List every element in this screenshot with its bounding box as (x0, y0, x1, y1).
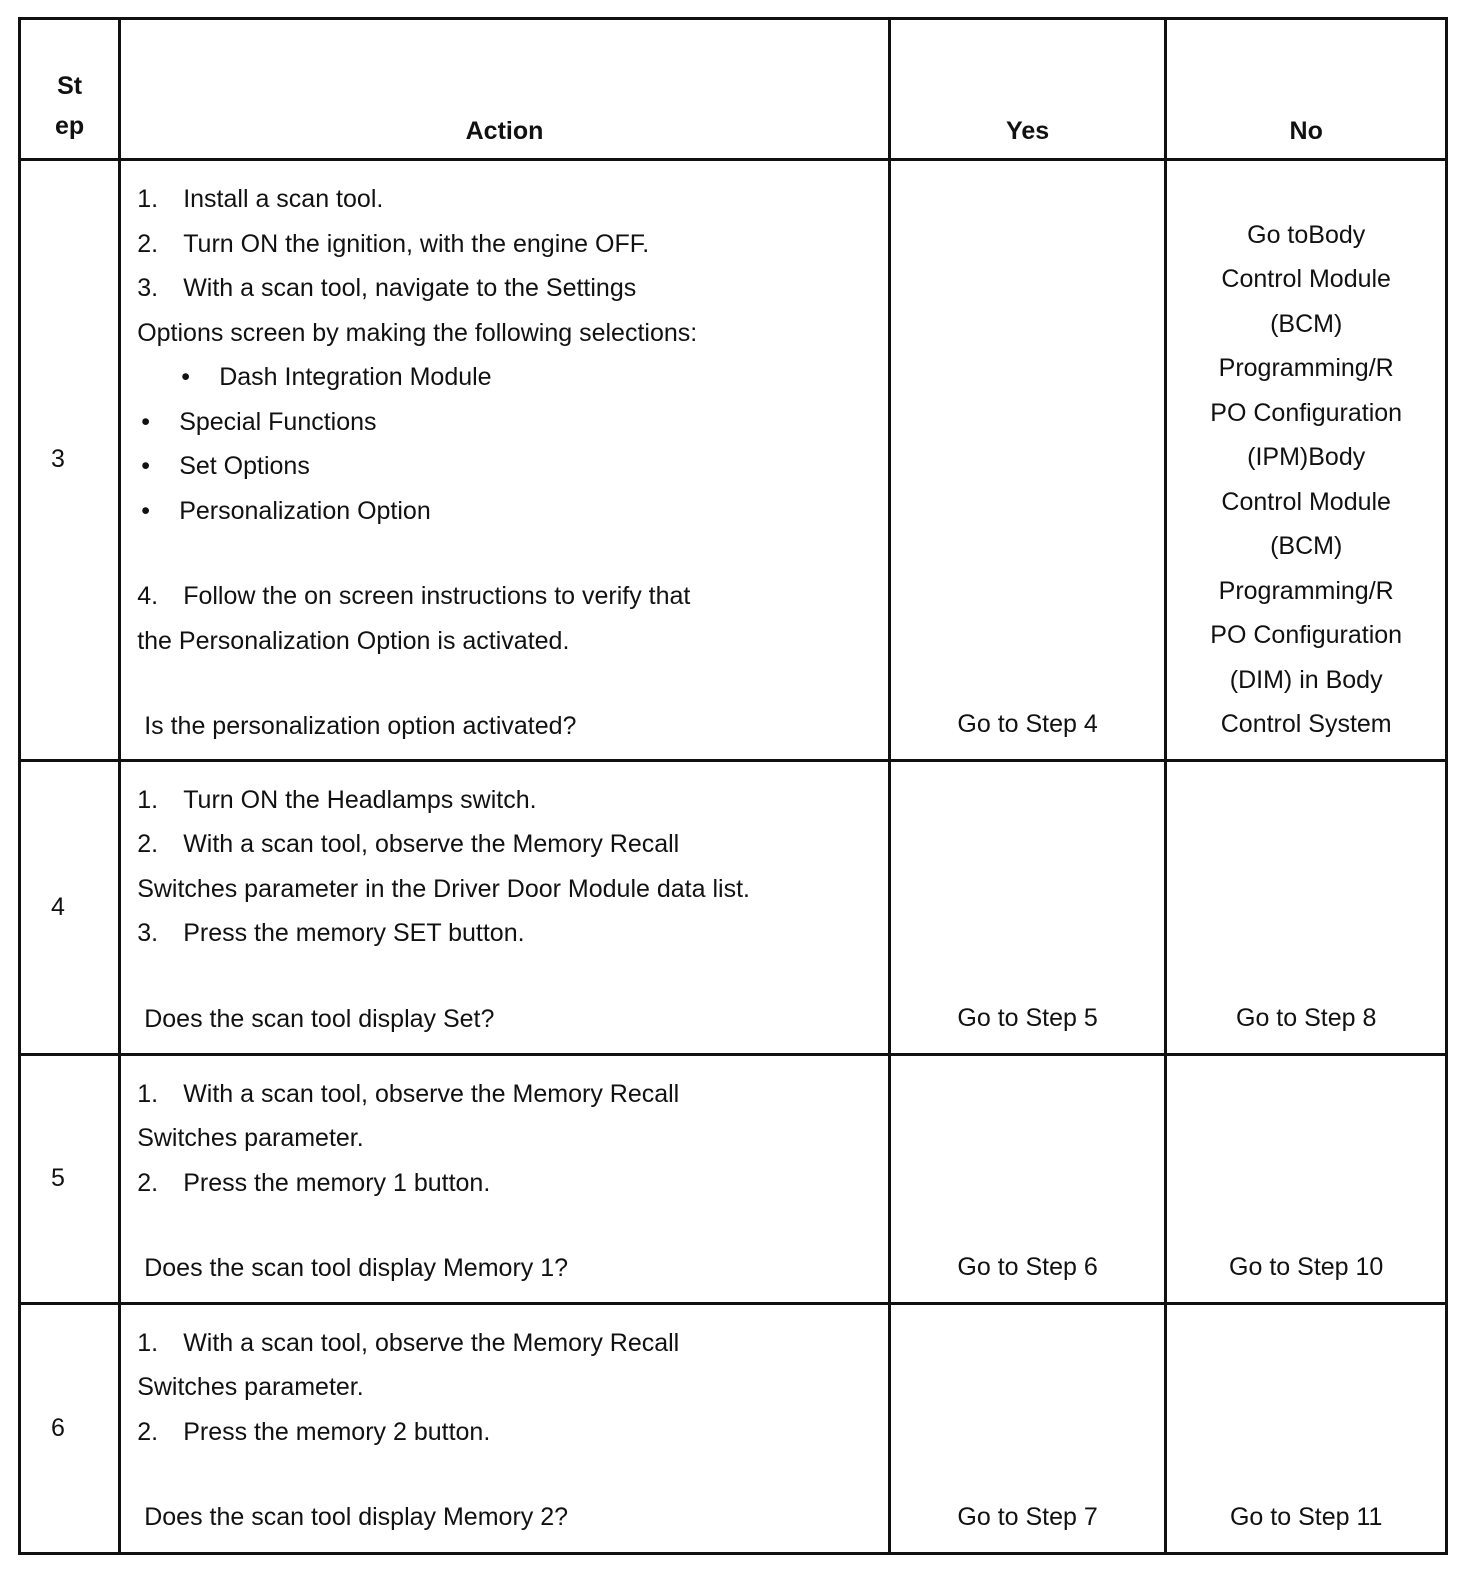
action-line: 2. Press the memory 2 button. (137, 1417, 491, 1446)
sub-bullet-item: • Dash Integration Module (137, 355, 888, 400)
bullet-icon: • (141, 452, 150, 480)
action-line: 2. With a scan tool, observe the Memory Recall (137, 830, 680, 858)
action-line: 1. With a scan tool, observe the Memory Recall (137, 1328, 680, 1357)
question-text: Is the personalization option activated? (144, 712, 577, 740)
step-number: 3 (20, 160, 120, 761)
question-text: Does the scan tool display Memory 1? (144, 1254, 569, 1282)
action-cell (120, 1303, 890, 1553)
action-cell (120, 1054, 890, 1303)
bullet-item: • Special Functions (137, 400, 888, 445)
action-line: 3. Press the memory SET button. (137, 919, 525, 947)
action-line: Switches parameter. (137, 1373, 364, 1401)
table-row (20, 1054, 1447, 1303)
action-line: Switches parameter. (137, 1124, 364, 1152)
bullet-item: • Set Options (137, 444, 888, 489)
no-cell: Go to Step 8 (1166, 760, 1447, 1054)
step-number: 4 (20, 760, 120, 1054)
header-step: St ep (20, 19, 120, 160)
table-row (20, 1303, 1447, 1553)
yes-cell: Go to Step 4 (889, 160, 1166, 761)
yes-cell: Go to Step 6 (889, 1054, 1166, 1303)
header-action: Action (120, 19, 890, 160)
yes-cell: Go to Step 5 (889, 760, 1166, 1054)
action-line: Options screen by making the following selections: (137, 318, 698, 347)
table-row (20, 760, 1447, 1054)
bullet-item: • Personalization Option (137, 489, 888, 534)
action-line: Switches parameter in the Driver Door Module data list. (137, 874, 750, 903)
action-cell (120, 760, 890, 1054)
action-line: the Personalization Option is activated. (137, 626, 570, 655)
action-line: 2. Turn ON the ignition, with the engine OFF. (137, 229, 650, 258)
no-cell: Go toBody Control Module (BCM) Programming/R PO Configuration (IPM)Body Control Module (BCM) Programming/R PO Configuration (DIM) in Body Control System (1166, 160, 1447, 761)
action-line: 1. With a scan tool, observe the Memory Recall (137, 1079, 680, 1108)
action-line: 1. Turn ON the Headlamps switch. (137, 785, 537, 814)
action-line: 1. Install a scan tool. (137, 185, 384, 213)
action-line: 2. Press the memory 1 button. (137, 1168, 491, 1197)
action-line: 4. Follow the on screen instructions to verify that (137, 582, 691, 610)
action-cell (120, 160, 890, 761)
table-row (20, 160, 1447, 761)
header-no: No (1166, 19, 1447, 160)
header-yes: Yes (889, 19, 1166, 160)
no-cell: Go to Step 10 (1166, 1054, 1447, 1303)
question-text: Does the scan tool display Set? (144, 1004, 495, 1033)
no-cell: Go to Step 11 (1166, 1303, 1447, 1553)
bullet-icon: • (141, 496, 150, 525)
bullet-icon: • (181, 363, 190, 391)
header-row (20, 19, 1447, 160)
question-text: Does the scan tool display Memory 2? (144, 1503, 569, 1531)
action-line: 3. With a scan tool, navigate to the Settings (137, 274, 637, 302)
bullet-icon: • (141, 407, 150, 436)
step-number: 6 (20, 1303, 120, 1553)
diagnostic-table (18, 17, 1448, 1555)
yes-cell: Go to Step 7 (889, 1303, 1166, 1553)
step-number: 5 (20, 1054, 120, 1303)
